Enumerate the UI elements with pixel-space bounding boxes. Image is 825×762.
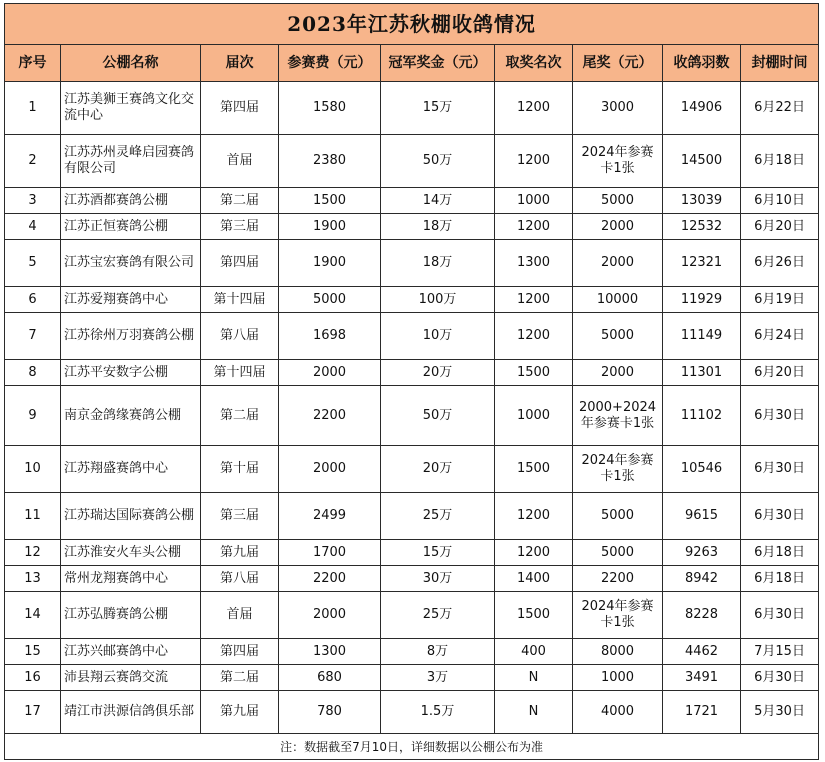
tail-prize-cell: 3000 bbox=[573, 82, 663, 135]
bird-count-cell: 12321 bbox=[663, 240, 741, 287]
table-row bbox=[5, 665, 819, 691]
champion-prize-cell: 20万 bbox=[381, 446, 495, 493]
tail-prize-cell: 2000 bbox=[573, 240, 663, 287]
prize-places-cell: 1400 bbox=[495, 566, 573, 592]
loft-name-cell: 南京金鸽缘赛鸽公棚 bbox=[61, 386, 201, 446]
row-number-cell: 17 bbox=[5, 691, 61, 734]
entry-fee-cell: 2200 bbox=[279, 566, 381, 592]
row-number-cell: 11 bbox=[5, 493, 61, 540]
entry-fee-cell: 1580 bbox=[279, 82, 381, 135]
column-header: 届次 bbox=[201, 45, 279, 82]
row-number-cell: 10 bbox=[5, 446, 61, 493]
column-header: 公棚名称 bbox=[61, 45, 201, 82]
session-cell: 第二届 bbox=[201, 665, 279, 691]
table-row bbox=[5, 493, 819, 540]
tail-prize-cell: 4000 bbox=[573, 691, 663, 734]
prize-places-cell: N bbox=[495, 665, 573, 691]
column-header: 参赛费（元） bbox=[279, 45, 381, 82]
entry-fee-cell: 2000 bbox=[279, 592, 381, 639]
tail-prize-cell: 2024年参赛卡1张 bbox=[573, 592, 663, 639]
bird-count-cell: 14906 bbox=[663, 82, 741, 135]
loft-name-cell: 江苏淮安火车头公棚 bbox=[61, 540, 201, 566]
table-row bbox=[5, 313, 819, 360]
closing-date-cell: 6月10日 bbox=[741, 188, 819, 214]
row-number-cell: 6 bbox=[5, 287, 61, 313]
bird-count-cell: 9263 bbox=[663, 540, 741, 566]
loft-name-cell: 江苏翔盛赛鸽中心 bbox=[61, 446, 201, 493]
prize-places-cell: N bbox=[495, 691, 573, 734]
entry-fee-cell: 680 bbox=[279, 665, 381, 691]
champion-prize-cell: 50万 bbox=[381, 135, 495, 188]
loft-name-cell: 常州龙翔赛鸽中心 bbox=[61, 566, 201, 592]
closing-date-cell: 6月18日 bbox=[741, 135, 819, 188]
tail-prize-cell: 5000 bbox=[573, 540, 663, 566]
prize-places-cell: 1200 bbox=[495, 135, 573, 188]
closing-date-cell: 6月26日 bbox=[741, 240, 819, 287]
bird-count-cell: 1721 bbox=[663, 691, 741, 734]
loft-name-cell: 江苏徐州万羽赛鸽公棚 bbox=[61, 313, 201, 360]
table-row bbox=[5, 540, 819, 566]
tail-prize-cell: 1000 bbox=[573, 665, 663, 691]
tail-prize-cell: 2024年参赛卡1张 bbox=[573, 135, 663, 188]
closing-date-cell: 6月20日 bbox=[741, 214, 819, 240]
loft-name-cell: 江苏弘腾赛鸽公棚 bbox=[61, 592, 201, 639]
row-number-cell: 13 bbox=[5, 566, 61, 592]
row-number-cell: 1 bbox=[5, 82, 61, 135]
session-cell: 第十届 bbox=[201, 446, 279, 493]
entry-fee-cell: 1698 bbox=[279, 313, 381, 360]
session-cell: 首届 bbox=[201, 592, 279, 639]
row-number-cell: 12 bbox=[5, 540, 61, 566]
entry-fee-cell: 2000 bbox=[279, 446, 381, 493]
column-header: 尾奖（元） bbox=[573, 45, 663, 82]
table-row bbox=[5, 135, 819, 188]
entry-fee-cell: 2499 bbox=[279, 493, 381, 540]
table-title: 2023年江苏秋棚收鸽情况 bbox=[5, 4, 819, 45]
prize-places-cell: 1300 bbox=[495, 240, 573, 287]
table-row bbox=[5, 240, 819, 287]
closing-date-cell: 6月20日 bbox=[741, 360, 819, 386]
champion-prize-cell: 30万 bbox=[381, 566, 495, 592]
bird-count-cell: 8942 bbox=[663, 566, 741, 592]
data-table bbox=[4, 3, 819, 760]
prize-places-cell: 1500 bbox=[495, 446, 573, 493]
prize-places-cell: 1500 bbox=[495, 592, 573, 639]
session-cell: 第四届 bbox=[201, 639, 279, 665]
entry-fee-cell: 1300 bbox=[279, 639, 381, 665]
closing-date-cell: 6月30日 bbox=[741, 665, 819, 691]
row-number-cell: 5 bbox=[5, 240, 61, 287]
entry-fee-cell: 2200 bbox=[279, 386, 381, 446]
prize-places-cell: 1200 bbox=[495, 540, 573, 566]
session-cell: 第三届 bbox=[201, 214, 279, 240]
entry-fee-cell: 1700 bbox=[279, 540, 381, 566]
closing-date-cell: 7月15日 bbox=[741, 639, 819, 665]
session-cell: 第四届 bbox=[201, 82, 279, 135]
entry-fee-cell: 1900 bbox=[279, 214, 381, 240]
bird-count-cell: 11102 bbox=[663, 386, 741, 446]
closing-date-cell: 6月18日 bbox=[741, 540, 819, 566]
row-number-cell: 8 bbox=[5, 360, 61, 386]
tail-prize-cell: 5000 bbox=[573, 493, 663, 540]
loft-name-cell: 江苏瑞达国际赛鸽公棚 bbox=[61, 493, 201, 540]
table-row bbox=[5, 188, 819, 214]
bird-count-cell: 4462 bbox=[663, 639, 741, 665]
prize-places-cell: 1200 bbox=[495, 287, 573, 313]
session-cell: 第四届 bbox=[201, 240, 279, 287]
closing-date-cell: 6月30日 bbox=[741, 386, 819, 446]
tail-prize-cell: 10000 bbox=[573, 287, 663, 313]
closing-date-cell: 6月30日 bbox=[741, 592, 819, 639]
loft-name-cell: 江苏宝宏赛鸽有限公司 bbox=[61, 240, 201, 287]
prize-places-cell: 1500 bbox=[495, 360, 573, 386]
table-row bbox=[5, 360, 819, 386]
closing-date-cell: 6月24日 bbox=[741, 313, 819, 360]
closing-date-cell: 5月30日 bbox=[741, 691, 819, 734]
entry-fee-cell: 1500 bbox=[279, 188, 381, 214]
pigeon-loft-table-sheet bbox=[4, 3, 818, 760]
row-number-cell: 9 bbox=[5, 386, 61, 446]
row-number-cell: 4 bbox=[5, 214, 61, 240]
champion-prize-cell: 15万 bbox=[381, 540, 495, 566]
entry-fee-cell: 1900 bbox=[279, 240, 381, 287]
prize-places-cell: 1000 bbox=[495, 386, 573, 446]
session-cell: 第八届 bbox=[201, 313, 279, 360]
tail-prize-cell: 2200 bbox=[573, 566, 663, 592]
row-number-cell: 3 bbox=[5, 188, 61, 214]
bird-count-cell: 3491 bbox=[663, 665, 741, 691]
column-header: 封棚时间 bbox=[741, 45, 819, 82]
table-row bbox=[5, 592, 819, 639]
session-cell: 第二届 bbox=[201, 386, 279, 446]
closing-date-cell: 6月30日 bbox=[741, 493, 819, 540]
bird-count-cell: 8228 bbox=[663, 592, 741, 639]
tail-prize-cell: 5000 bbox=[573, 313, 663, 360]
loft-name-cell: 江苏苏州灵峰启园赛鸽有限公司 bbox=[61, 135, 201, 188]
session-cell: 第三届 bbox=[201, 493, 279, 540]
closing-date-cell: 6月18日 bbox=[741, 566, 819, 592]
header-row bbox=[5, 45, 819, 82]
loft-name-cell: 江苏美狮王赛鸽文化交流中心 bbox=[61, 82, 201, 135]
bird-count-cell: 13039 bbox=[663, 188, 741, 214]
closing-date-cell: 6月19日 bbox=[741, 287, 819, 313]
table-row bbox=[5, 214, 819, 240]
table-row bbox=[5, 446, 819, 493]
session-cell: 第十四届 bbox=[201, 360, 279, 386]
champion-prize-cell: 50万 bbox=[381, 386, 495, 446]
bird-count-cell: 10546 bbox=[663, 446, 741, 493]
prize-places-cell: 1200 bbox=[495, 214, 573, 240]
session-cell: 第八届 bbox=[201, 566, 279, 592]
champion-prize-cell: 25万 bbox=[381, 592, 495, 639]
bird-count-cell: 11301 bbox=[663, 360, 741, 386]
bird-count-cell: 14500 bbox=[663, 135, 741, 188]
row-number-cell: 16 bbox=[5, 665, 61, 691]
table-row bbox=[5, 566, 819, 592]
table-row bbox=[5, 82, 819, 135]
bird-count-cell: 9615 bbox=[663, 493, 741, 540]
table-body bbox=[5, 82, 819, 734]
column-header: 收鸽羽数 bbox=[663, 45, 741, 82]
row-number-cell: 15 bbox=[5, 639, 61, 665]
bird-count-cell: 12532 bbox=[663, 214, 741, 240]
loft-name-cell: 江苏爱翔赛鸽中心 bbox=[61, 287, 201, 313]
entry-fee-cell: 780 bbox=[279, 691, 381, 734]
prize-places-cell: 400 bbox=[495, 639, 573, 665]
entry-fee-cell: 5000 bbox=[279, 287, 381, 313]
entry-fee-cell: 2380 bbox=[279, 135, 381, 188]
champion-prize-cell: 18万 bbox=[381, 214, 495, 240]
column-header: 序号 bbox=[5, 45, 61, 82]
tail-prize-cell: 5000 bbox=[573, 188, 663, 214]
session-cell: 第十四届 bbox=[201, 287, 279, 313]
champion-prize-cell: 1.5万 bbox=[381, 691, 495, 734]
bird-count-cell: 11149 bbox=[663, 313, 741, 360]
loft-name-cell: 靖江市洪源信鸽俱乐部 bbox=[61, 691, 201, 734]
champion-prize-cell: 18万 bbox=[381, 240, 495, 287]
column-header: 冠军奖金（元） bbox=[381, 45, 495, 82]
champion-prize-cell: 8万 bbox=[381, 639, 495, 665]
tail-prize-cell: 2000 bbox=[573, 360, 663, 386]
champion-prize-cell: 25万 bbox=[381, 493, 495, 540]
loft-name-cell: 江苏平安数字公棚 bbox=[61, 360, 201, 386]
session-cell: 第九届 bbox=[201, 691, 279, 734]
session-cell: 第九届 bbox=[201, 540, 279, 566]
tail-prize-cell: 2000 bbox=[573, 214, 663, 240]
bird-count-cell: 11929 bbox=[663, 287, 741, 313]
table-row bbox=[5, 639, 819, 665]
loft-name-cell: 江苏正恒赛鸽公棚 bbox=[61, 214, 201, 240]
table-row bbox=[5, 691, 819, 734]
row-number-cell: 7 bbox=[5, 313, 61, 360]
tail-prize-cell: 8000 bbox=[573, 639, 663, 665]
prize-places-cell: 1000 bbox=[495, 188, 573, 214]
prize-places-cell: 1200 bbox=[495, 313, 573, 360]
champion-prize-cell: 100万 bbox=[381, 287, 495, 313]
prize-places-cell: 1200 bbox=[495, 493, 573, 540]
table-footnote: 注：数据截至7月10日，详细数据以公棚公布为准 bbox=[5, 734, 819, 760]
closing-date-cell: 6月22日 bbox=[741, 82, 819, 135]
closing-date-cell: 6月30日 bbox=[741, 446, 819, 493]
column-header: 取奖名次 bbox=[495, 45, 573, 82]
loft-name-cell: 江苏兴邮赛鸽中心 bbox=[61, 639, 201, 665]
entry-fee-cell: 2000 bbox=[279, 360, 381, 386]
session-cell: 首届 bbox=[201, 135, 279, 188]
champion-prize-cell: 3万 bbox=[381, 665, 495, 691]
loft-name-cell: 江苏酒都赛鸽公棚 bbox=[61, 188, 201, 214]
champion-prize-cell: 20万 bbox=[381, 360, 495, 386]
champion-prize-cell: 15万 bbox=[381, 82, 495, 135]
champion-prize-cell: 10万 bbox=[381, 313, 495, 360]
row-number-cell: 14 bbox=[5, 592, 61, 639]
session-cell: 第二届 bbox=[201, 188, 279, 214]
tail-prize-cell: 2024年参赛卡1张 bbox=[573, 446, 663, 493]
tail-prize-cell: 2000+2024年参赛卡1张 bbox=[573, 386, 663, 446]
table-row bbox=[5, 386, 819, 446]
prize-places-cell: 1200 bbox=[495, 82, 573, 135]
table-row bbox=[5, 287, 819, 313]
loft-name-cell: 沛县翔云赛鸽交流 bbox=[61, 665, 201, 691]
row-number-cell: 2 bbox=[5, 135, 61, 188]
champion-prize-cell: 14万 bbox=[381, 188, 495, 214]
